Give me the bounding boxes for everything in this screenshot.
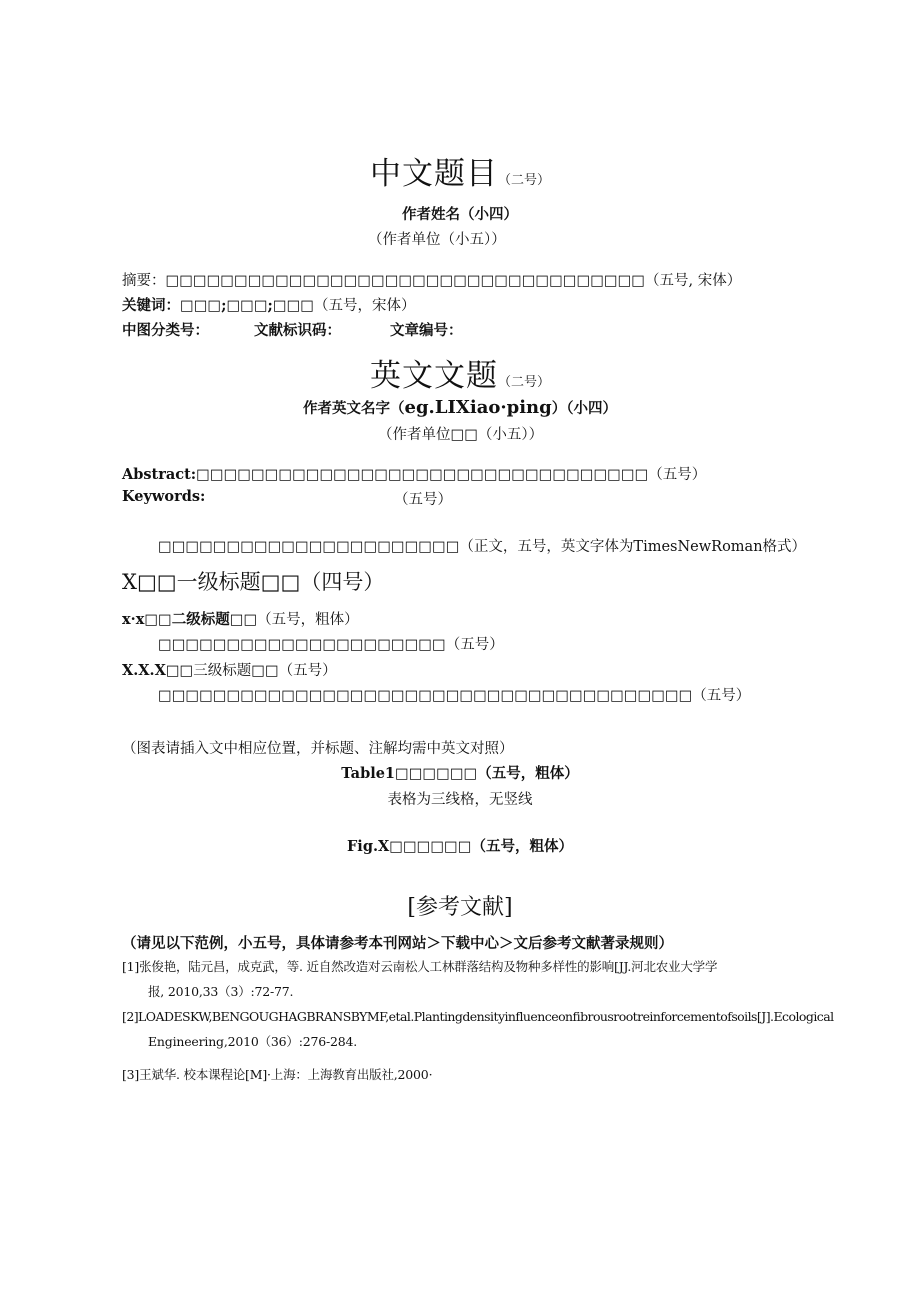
references-title: [参考文献] [407, 895, 513, 920]
english-author-example: eg.LIXiao·ping [404, 397, 552, 418]
english-author-label: 作者英文名字（ [303, 400, 405, 417]
heading3-label: 三级标题□□（五号） [193, 663, 337, 679]
heading2-body-text: □□□□□□□□□□□□□□□□□□□□□（五号） [158, 637, 504, 653]
author-name: 作者姓名（小四） [402, 206, 518, 223]
keywords-note: （五号，宋体） [314, 298, 416, 314]
body-text: □□□□□□□□□□□□□□□□□□□□□□（正文，五号，英文字体为TimesNewRoman格式） [158, 539, 807, 555]
english-abstract-line [122, 463, 706, 484]
english-abstract-label: Abstract: [122, 466, 197, 483]
english-title [0, 350, 920, 395]
english-affiliation: （作者单位□□（小五）） [378, 427, 544, 443]
reference-item-1 [122, 954, 717, 1004]
heading-level-1: X□□一级标题□□（四号） [122, 570, 385, 594]
english-keywords-label: Keywords: [122, 488, 206, 505]
reference-2-line2: Engineering,2010（36）:276-284. [148, 1034, 358, 1049]
heading3-prefix: X.X.X□□ [122, 662, 194, 679]
chinese-title-size-note: （二号） [497, 173, 550, 188]
abstract-label: 摘要： [122, 273, 166, 289]
references-note: （请见以下范例，小五号，具体请参考本刊网站＞下载中心＞文后参考文献著录规则） [122, 935, 673, 952]
article-number-label: 文章编号： [390, 322, 463, 339]
english-title-main: 英文文题 [369, 358, 498, 394]
reference-item-2 [122, 1004, 834, 1054]
abstract-content: □□□□□□□□□□□□□□□□□□□□□□□□□□□□□□□□□□□（五号, 宋体） [165, 273, 742, 289]
table-format-note: 表格为三线格，无竖线 [387, 792, 533, 808]
english-title-size-note: （二号） [497, 375, 550, 390]
abstract-line [122, 269, 741, 290]
heading2-note: （五号，粗体） [257, 612, 359, 628]
english-abstract-content: □□□□□□□□□□□□□□□□□□□□□□□□□□□□□□□□□（五号） [196, 467, 707, 483]
reference-1-line1: [1]张俊艳，陆元昌，成克武，等. 近自然改造对云南松人工林群落结构及物种多样性的影响[JJ.河北农业大学学 [122, 959, 718, 974]
clc-label: 中图分类号： [122, 322, 209, 339]
author-affiliation: （作者单位（小五）） [368, 232, 506, 248]
chinese-title-main: 中文题目 [369, 156, 498, 192]
table-caption: Table1□□□□□□（五号，粗体） [341, 765, 579, 782]
keywords-content: □□□;□□□;□□□ [180, 297, 315, 314]
figure-table-note: （图表请插入文中相应位置，并标题、注解均需中英文对照） [122, 741, 514, 757]
english-keywords-note: （五号） [394, 492, 452, 508]
reference-3-line1: [3]王斌华. 校本课程论[M]·上海：上海教育出版社,2000· [122, 1067, 433, 1082]
english-author-note: ）（小四） [551, 400, 617, 417]
doc-code-label: 文献标识码： [254, 322, 341, 339]
english-author-line [0, 397, 920, 418]
figure-caption: Fig.X□□□□□□（五号，粗体） [347, 838, 573, 855]
heading2-label: 二级标题□□ [171, 611, 258, 628]
heading3-body-text: □□□□□□□□□□□□□□□□□□□□□□□□□□□□□□□□□□□□□□□（五号） [158, 688, 751, 704]
reference-1-line2: 报, 2010,33（3）:72-77. [148, 984, 294, 999]
reference-2-line1: [2]LOADESKW,BENGOUGHAGBRANSBYMF,etal.Plantingdensityinfluenceonfibrousrootreinforcementofsoils[J].Ecological [122, 1009, 834, 1024]
chinese-title [0, 148, 920, 193]
heading-level-3 [122, 659, 337, 680]
keywords-line [122, 294, 416, 315]
heading2-prefix: x·x□□ [122, 611, 172, 628]
reference-item-3 [122, 1062, 432, 1087]
heading-level-2 [122, 608, 359, 629]
keywords-label: 关键词： [122, 297, 180, 314]
